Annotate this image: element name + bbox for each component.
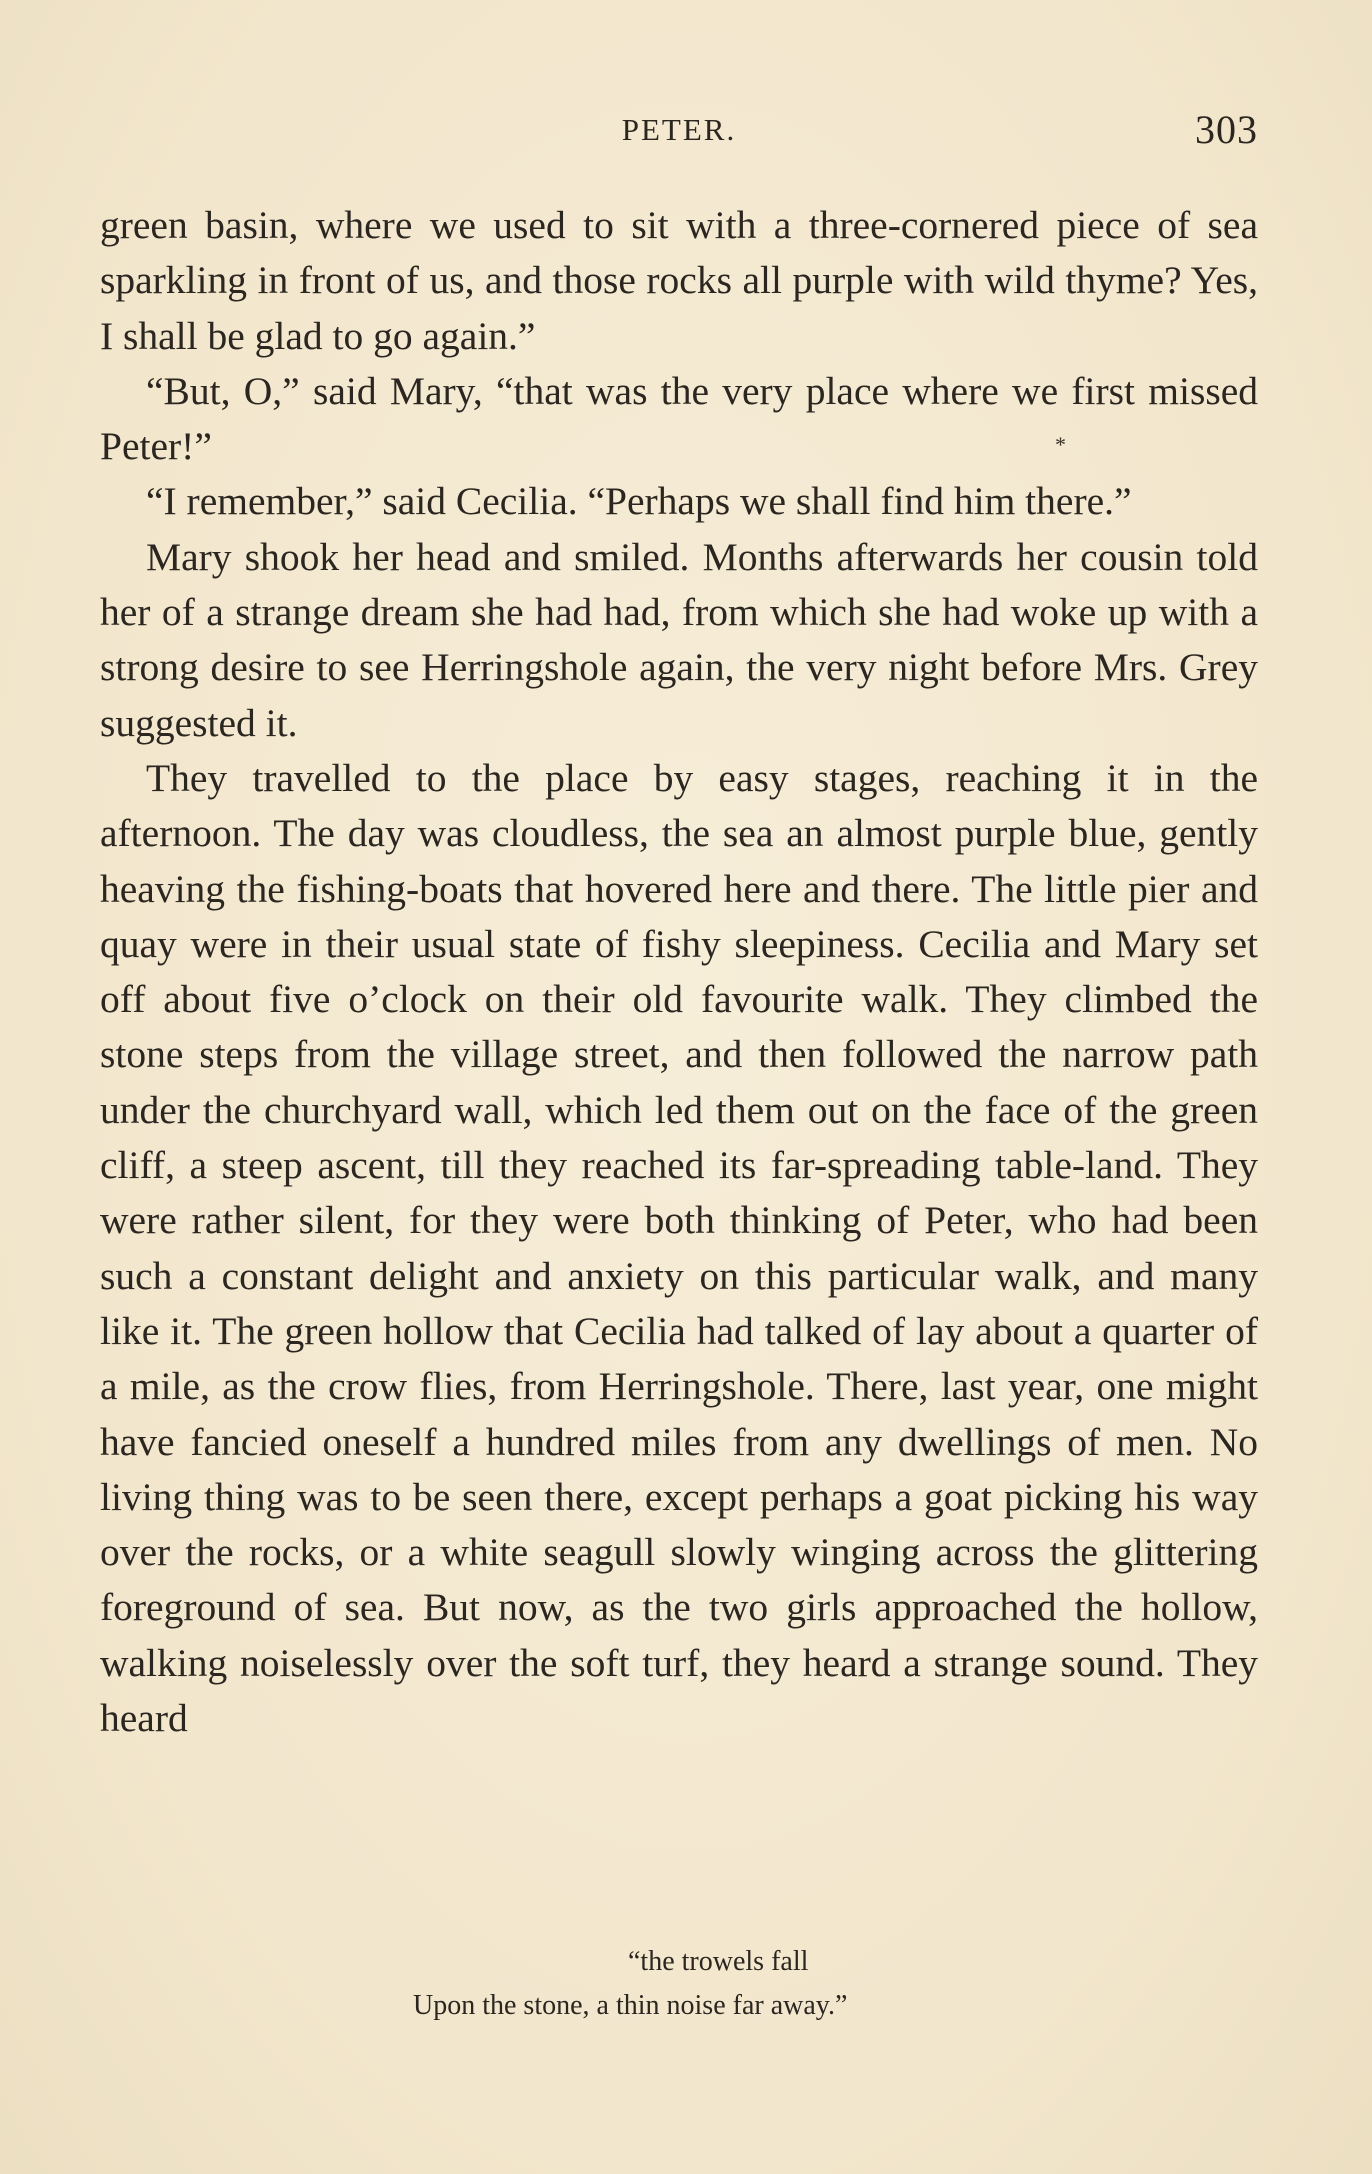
running-title: PETER. [621,112,737,147]
verse-line-2: Upon the stone, a thin noise far away.” [413,1990,848,2021]
body-text [100,198,1258,1746]
paragraph-dialogue-cecilia: “I remember,” said Cecilia. “Perhaps we shall find him there.” [146,479,1132,524]
verse-line-1: “the trowels fall [628,1946,809,1977]
page-number: 303 [1195,107,1258,152]
paragraph-travel: They travelled to the place by easy stages, reaching it in the afternoon. The day was cloudless, the sea an almost purple blue, gently heaving the fishing-boats that hovered here and there. The little pier and quay were in their usual state of fishy sleepiness. Cecilia and Mary set off about five o’clock on their old favourite walk. They climbed the stone steps from the village street, and then followed the narrow path under the churchyard wall, which led them out on the face of the green cliff, a steep ascent, till they reached its far-spreading table-land. They were rather silent, for they were both thinking of Peter, who had been such a constant delight and anxiety on this particular walk, and many like it. The green hollow that Cecilia had talked of lay about a quarter of a mile, as the crow flies, from Herringshole. There, last year, one might have fancied oneself a hundred miles from any dwellings of men. No living thing was to be seen there, except perhaps a goat picking his way over the rocks, or a white seagull slowly winging across the glittering foreground of sea. But now, as the two girls approached the hollow, walking noiselessly over the soft turf, they heard a strange sound. They heard [100,755,1258,1741]
page-header [100,104,1258,160]
paragraph-continued: green basin, where we used to sit with a three-cornered piece of sea sparkling in front of us, and those rocks all purple with wild thyme? Yes, I shall be glad to go again.” [100,203,1258,358]
verse-quotation [100,1940,1258,2028]
paragraph-mary-dream: Mary shook her head and smiled. Months afterwards her cousin told her of a strange dream she had had, from which she had woke up with a strong desire to see Herringshole again, the very night before Mrs. Grey suggested it. [100,534,1258,745]
paragraph-dialogue-mary: “But, O,” said Mary, “that was the very place where we first missed Peter!” [100,368,1258,469]
printer-mark: * [1055,432,1066,457]
